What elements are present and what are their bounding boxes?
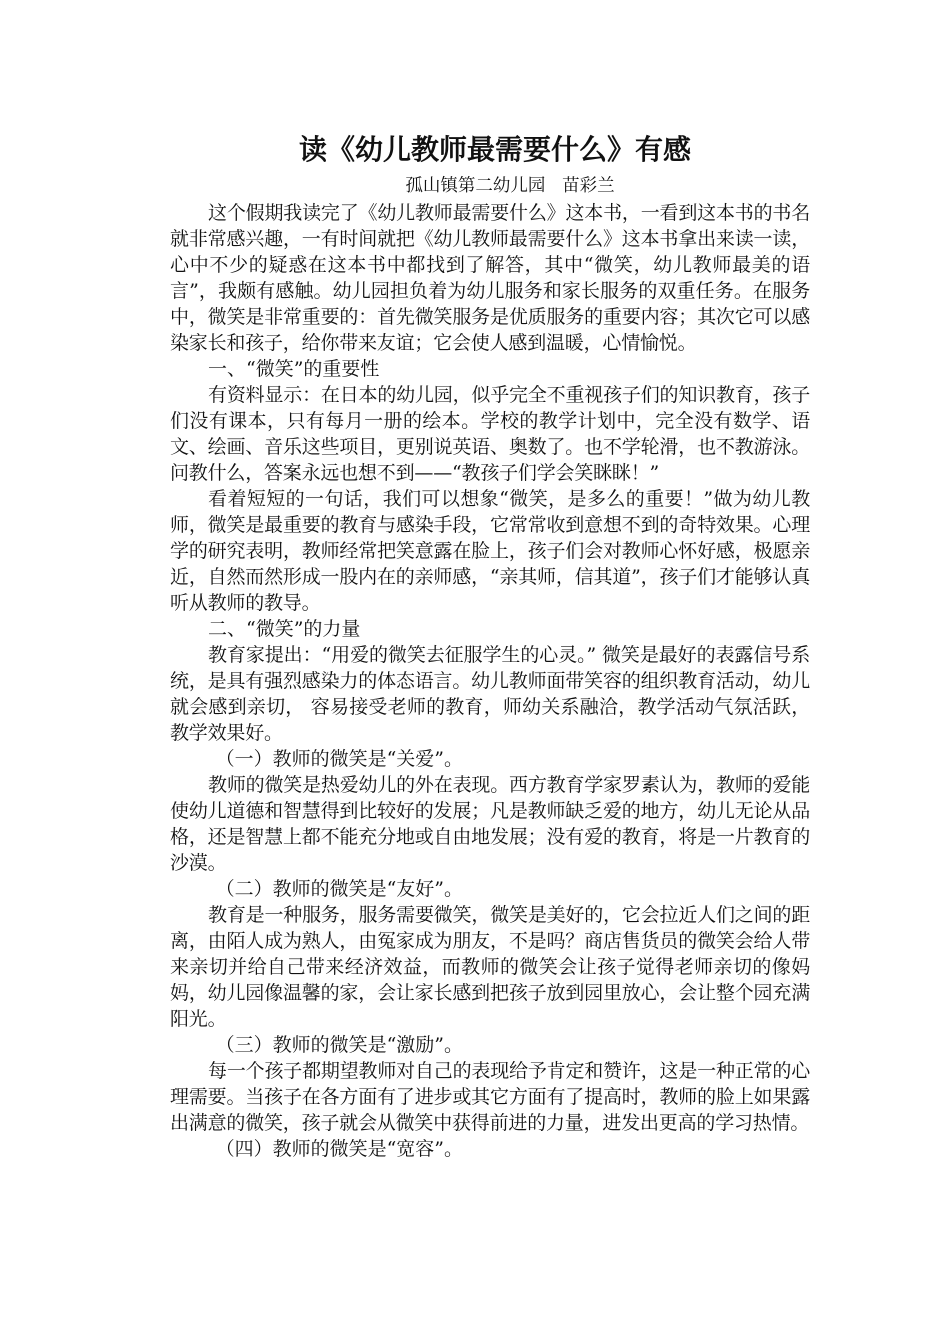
paragraph-intro: 这个假期我读完了《幼儿教师最需要什么》这本书，一看到这本书的书名就非常感兴趣，一有时间就把《幼儿教师最需要什么》这本书拿出来读一读，心中不少的疑惑在这本书中都找到了解答，其中“微笑，幼儿教师最美的语言”，我颇有感触。幼儿园担负着为幼儿服务和家长服务的双重任务。在服务中，微笑是非常重要的：首先微笑服务是优质服务的重要内容；其次它可以感染家长和孩子，给你带来友谊；它会使人感到温暖，心情愉悦。	[170, 202, 810, 354]
paragraph-smile-importance: 看着短短的一句话，我们可以想象“微笑，是多么的重要！”做为幼儿教师，微笑是最重要的教育与感染手段，它常常收到意想不到的奇特效果。心理学的研究表明，教师经常把笑意露在脸上，孩子们会对教师心怀好感，极愿亲近，自然而然形成一股内在的亲师感，“亲其师，信其道”，孩子们才能够认真听从教师的教导。	[170, 488, 810, 614]
subsection-heading-3: （三）教师的微笑是“激励”。	[215, 1034, 464, 1056]
author-line: 孤山镇第二幼儿园 苗彩兰	[405, 176, 615, 196]
subsection-heading-4: （四）教师的微笑是“宽容”。	[215, 1138, 464, 1160]
paragraph-encourage: 每一个孩子都期望教师对自己的表现给予肯定和赞许，这是一种正常的心理需要。当孩子在各方面有了进步或其它方面有了提高时，教师的脸上如果露出满意的微笑，孩子就会从微笑中获得前进的力量，进发出更高的学习热情。	[170, 1060, 810, 1134]
paragraph-smile-power: 教育家提出：“用爱的微笑去征服学生的心灵。” 微笑是最好的表露信号系统，是具有强烈感染力的体态语言。幼儿教师面带笑容的组织教育活动，幼儿就会感到亲切， 容易接受老师的教育，师幼关系融洽，教学活动气氛活跃，教学效果好。	[170, 644, 810, 744]
paragraph-care: 教师的微笑是热爱幼儿的外在表现。西方教育学家罗素认为，教师的爱能使幼儿道德和智慧得到比较好的发展；凡是教师缺乏爱的地方，幼儿无论从品格，还是智慧上都不能充分地或自由地发展；没有爱的教育，将是一片教育的沙漠。	[170, 774, 810, 874]
document-title: 读《幼儿教师最需要什么》有感	[298, 133, 691, 166]
paragraph-friendly: 教育是一种服务，服务需要微笑，微笑是美好的，它会拉近人们之间的距离，由陌人成为熟人，由冤家成为朋友，不是吗？商店售货员的微笑会给人带来亲切并给自己带来经济效益，而教师的微笑会让孩子觉得老师亲切的像妈妈，幼儿园像温馨的家，会让家长感到把孩子放到园里放心，会让整个园充满阳光。	[170, 904, 810, 1030]
document-body	[170, 128, 810, 1162]
subsection-heading-2: （二）教师的微笑是“友好”。	[215, 878, 464, 900]
section-heading-1: 一、“微笑”的重要性	[208, 358, 380, 380]
subsection-heading-1: （一）教师的微笑是“关爱”。	[215, 748, 464, 770]
paragraph-japan-kindergarten: 有资料显示：在日本的幼儿园，似乎完全不重视孩子们的知识教育，孩子们没有课本，只有每月一册的绘本。学校的教学计划中，完全没有数学、语文、绘画、音乐这些项目，更别说英语、奥数了。也不学轮滑，也不教游泳。问教什么，答案永远也想不到——“教孩子们学会笑眯眯！”	[170, 384, 810, 484]
section-heading-2: 二、“微笑”的力量	[208, 618, 361, 640]
